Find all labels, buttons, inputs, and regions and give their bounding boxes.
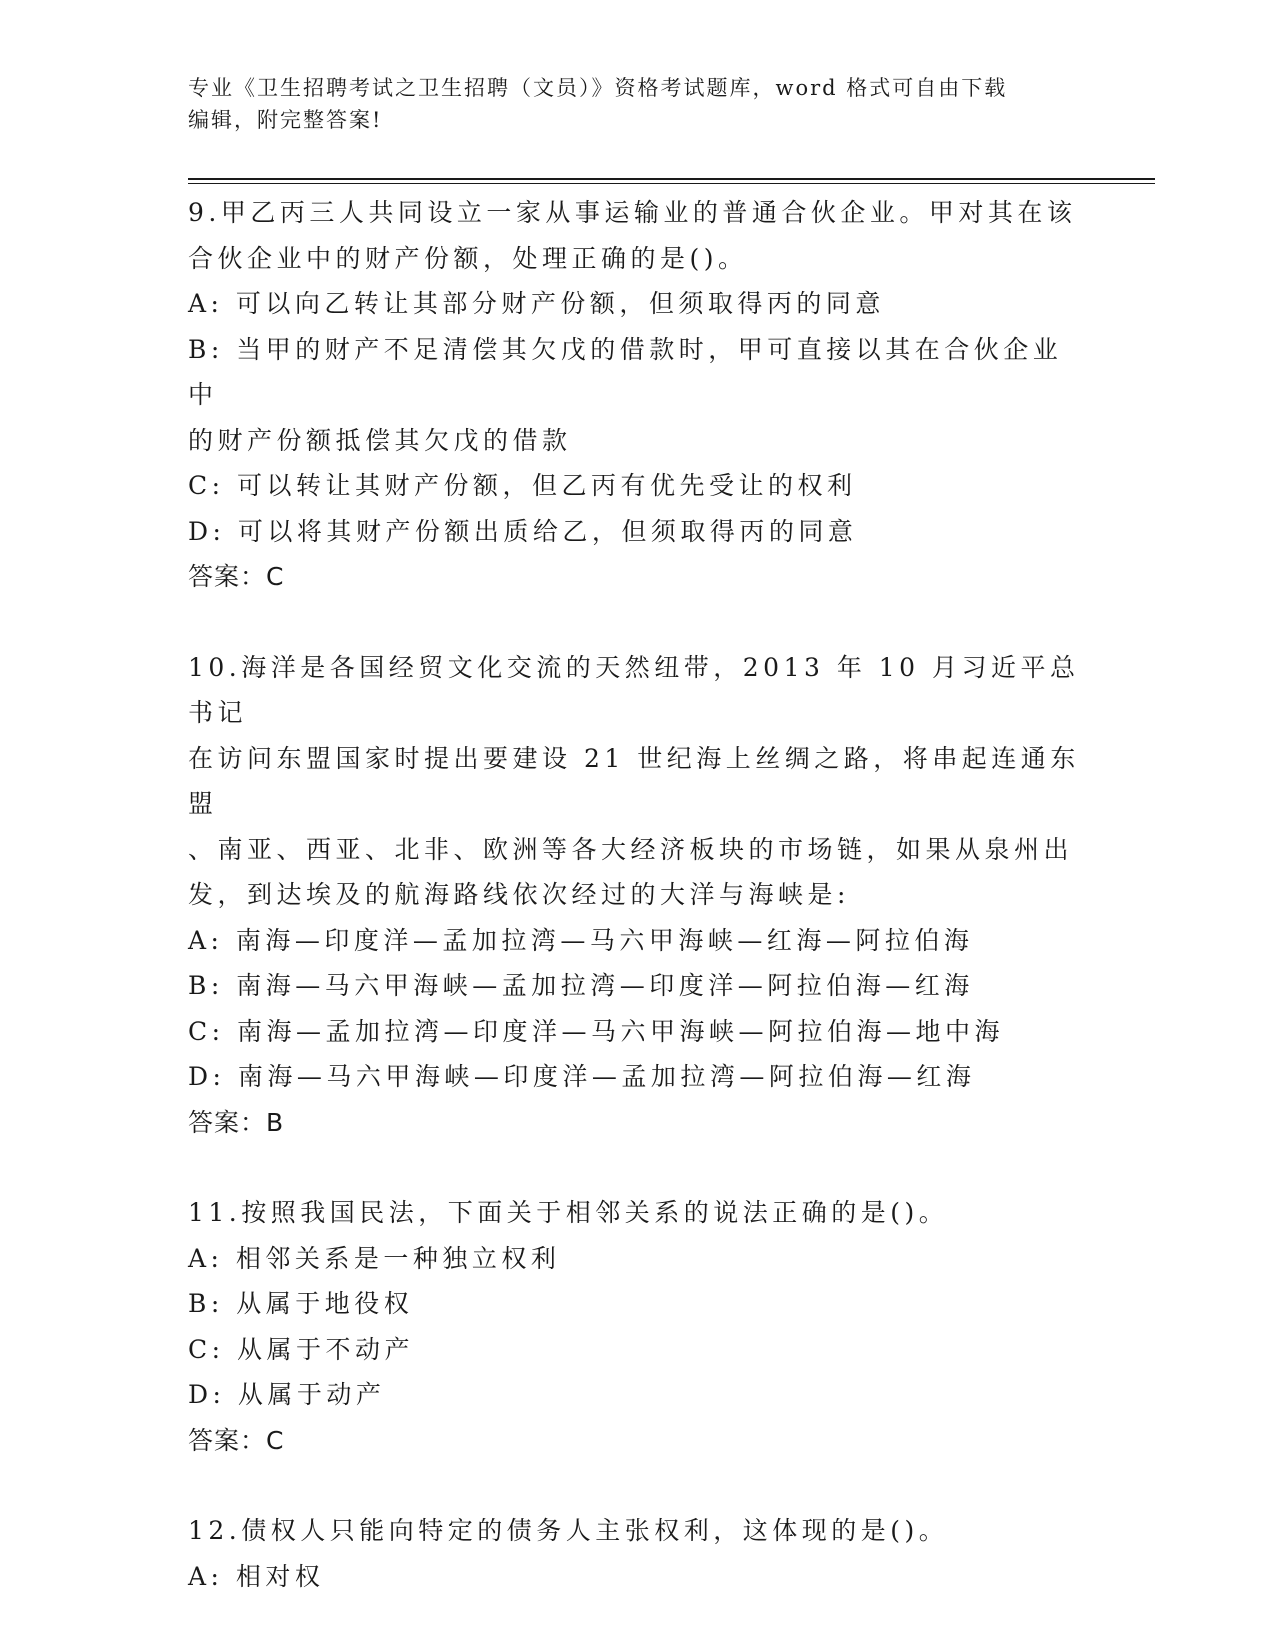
question-10 [188,645,1088,1146]
option-a: A: 相对权 [188,1561,325,1591]
question-list [188,190,1088,1599]
question-stem-line: 11.按照我国民法，下面关于相邻关系的说法正确的是()。 [188,1198,949,1227]
question-stem-line: 合伙企业中的财产份额，处理正确的是()。 [188,243,748,273]
answer-line: 答案：C [188,562,285,591]
question-stem-line: 10.海洋是各国经贸文化交流的天然纽带，2013 年 10 月习近平总书记 [188,652,1080,727]
option-a: A: 可以向乙转让其部分财产份额，但须取得丙的同意 [188,289,885,318]
option-a: A: 南海—印度洋—孟加拉湾—马六甲海峡—红海—阿拉伯海 [188,925,974,955]
question-stem-line: 在访问东盟国家时提出要建设 21 世纪海上丝绸之路，将串起连通东盟 [188,743,1080,818]
option-b-continued: 的财产份额抵偿其欠戊的借款 [188,425,572,455]
header-line-1: 专业《卫生招聘考试之卫生招聘（文员）》资格考试题库，word 格式可自由下载 [188,76,1008,100]
option-b: B: 从属于地役权 [188,1289,414,1318]
option-d: D: 可以将其财产份额出质给乙，但须取得丙的同意 [188,516,858,546]
question-9 [188,190,1088,600]
answer-line: 答案：C [188,1425,285,1455]
header-divider-thick [188,178,1155,180]
option-b: B: 当甲的财产不足清偿其欠戊的借款时，甲可直接以其在合伙企业中 [188,334,1063,409]
question-stem-line: 、南亚、西亚、北非、欧洲等各大经济板块的市场链，如果从泉州出 [188,834,1074,864]
header-line-2: 编辑，附完整答案! [188,108,383,132]
option-a: A: 相邻关系是一种独立权利 [188,1243,561,1273]
question-12 [188,1508,1088,1599]
answer-line: 答案：B [188,1107,285,1137]
question-stem-line: 9.甲乙丙三人共同设立一家从事运输业的普通合伙企业。甲对其在该 [188,198,1077,227]
document-header [188,72,1088,136]
header-divider-thin [188,183,1155,184]
option-c: C: 南海—孟加拉湾—印度洋—马六甲海峡—阿拉伯海—地中海 [188,1016,1004,1046]
option-c: C: 从属于不动产 [188,1334,414,1364]
question-stem-line: 发，到达埃及的航海路线依次经过的大洋与海峡是: [188,880,850,909]
option-c: C: 可以转让其财产份额，但乙丙有优先受让的权利 [188,471,857,500]
spacer [188,1145,1088,1190]
option-d: D: 从属于动产 [188,1380,386,1409]
spacer [188,1463,1088,1508]
option-d: D: 南海—马六甲海峡—印度洋—孟加拉湾—阿拉伯海—红海 [188,1062,976,1091]
question-11 [188,1190,1088,1463]
spacer [188,600,1088,645]
question-stem-line: 12.债权人只能向特定的债务人主张权利，这体现的是()。 [188,1516,949,1545]
option-b: B: 南海—马六甲海峡—孟加拉湾—印度洋—阿拉伯海—红海 [188,971,974,1000]
